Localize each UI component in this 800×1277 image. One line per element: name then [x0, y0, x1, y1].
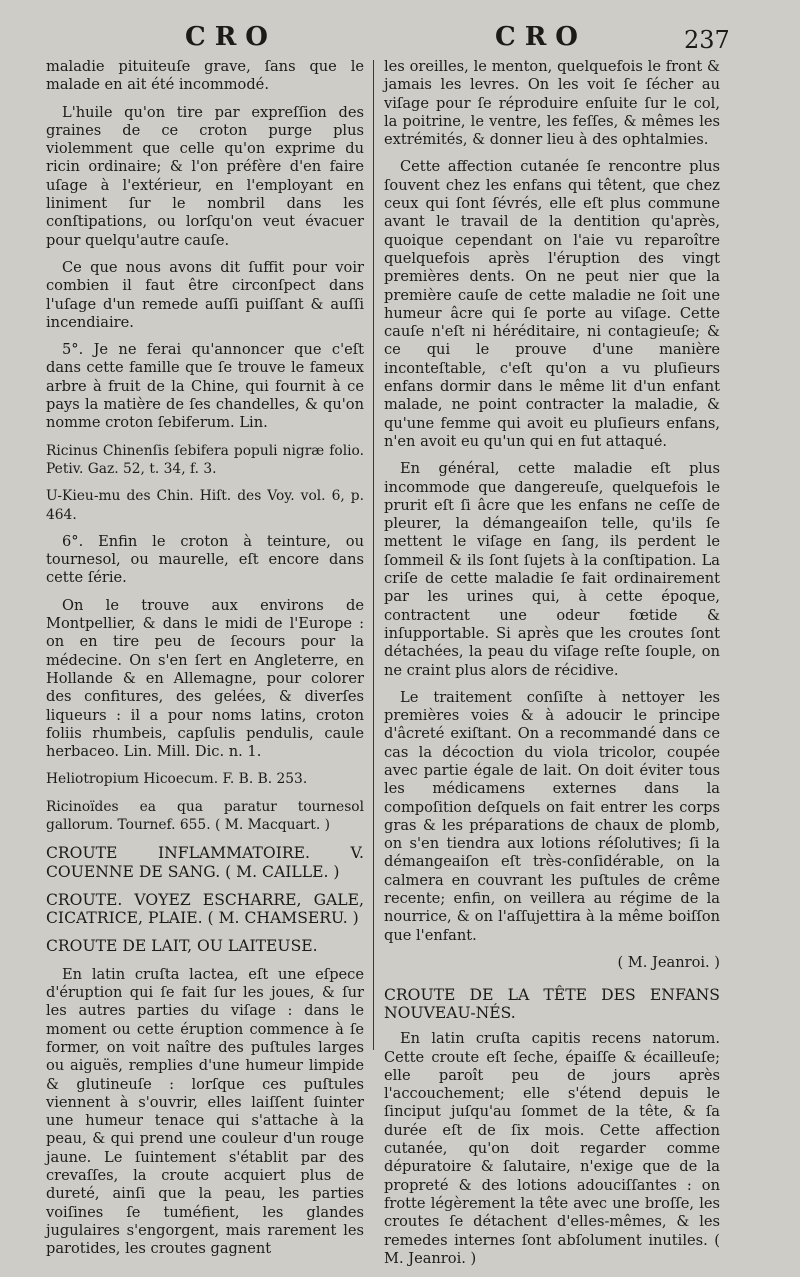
author-signature: ( M. Jeanroi. )	[617, 953, 720, 971]
right-column	[384, 58, 720, 1277]
paragraph: En général, cette maladie eſt plus incommode que dangereuſe, quelquefois le prurit eſt ſi âcre que les enfans ne ceſſe de pleurer, la démangeaiſon telle, qu'ils ſe mettent le viſage en ſang, ils perdent le ſommeil & ils ſont ſujets à la conſtipation. La criſe de cette maladie ſe fait ordinairement par les urines qui, à cette époque, contractent une odeur fœtide & inſupportable. Si après que les croutes ſont détachées, la peau du viſage reſte ſouple, on ne craint plus alors de récidive.	[384, 460, 720, 679]
page-number: 237	[684, 26, 730, 54]
entry-heading: CROUTE DE LAIT, OU LAITEUSE.	[46, 937, 318, 956]
left-column	[46, 58, 364, 1268]
column-divider	[373, 60, 374, 1050]
running-head-left: CRO	[185, 22, 277, 52]
paragraph: 5°. Je ne ferai qu'annoncer que c'eſt dans cette famille que ſe trouve le fameux arbre à fruit de la Chine, qui fournit à ce pays la matière de ſes chandelles, & qu'on nomme croton ſebiferum. Lin.	[46, 341, 364, 432]
paragraph: Le traitement conſiſte à nettoyer les premières voies & à adoucir le principe d'âcreté exiſtant. On a recommandé dans ce cas la décoction du viola tricolor, coupée avec partie égale de lait. On doit éviter tous les médicamens externes dans la compoſition deſquels on fait entrer les corps gras & les préparations de chaux de plomb, on s'en tiendra aux lotions réſolutives; ſi la démangeaiſon eſt très-conſidérable, on la calmera en couvrant les puſtules de crême recente; enfin, on veillera au régime de la nourrice, & on l'aſſujettira à la même boiſſon que l'enfant.	[384, 688, 720, 944]
entry-heading: CROUTE INFLAMMATOIRE. V. COUENNE DE SANG. ( M. CAILLE. )	[46, 844, 364, 881]
paragraph: On le trouve aux environs de Montpellier, & dans le midi de l'Europe : on en tire peu de ſecours pour la médecine. On s'en ſert en Angleterre, en Hollande & en Allemagne, pour colorer des confitures, des gelées, & diverſes liqueurs : il a pour noms latins, croton foliis rhumbeis, capſulis pendulis, caule herbaceo. Lin. Mill. Dic. n. 1.	[46, 596, 364, 761]
running-header	[0, 22, 800, 56]
paragraph: maladie pituiteuſe grave, ſans que le malade en ait été incommodé.	[46, 58, 364, 94]
entry-heading: CROUTE DE LA TÊTE DES ENFANS NOUVEAU-NÉS.	[384, 986, 720, 1023]
citation: Heliotropium Hicoecum. F. B. B. 253.	[46, 771, 308, 788]
paragraph: 6°. Enfin le croton à teinture, ou tournesol, ou maurelle, eſt encore dans cette ſérie.	[46, 532, 364, 587]
paragraph: En latin cruſta lactea, eſt une eſpece d'éruption qui ſe fait ſur les joues, & ſur les autres parties du viſage : dans le moment ou cette éruption commence à ſe former, on voit naître des puſtules larges ou aiguës, remplies d'une humeur limpide & glutineuſe : lorſque ces puſtules viennent à s'ouvrir, elles laiſſent ſuinter une humeur tenace qui s'attache à la peau, & qui prend une couleur d'un rouge jaune. Le ſuintement s'établit par des crevaſſes, la croute acquiert plus de dureté, ainſi que la peau, les parties voiſines ſe tuméfient, les glandes jugulaires s'engorgent, mais rarement les parotides, les croutes gagnent	[46, 965, 364, 1258]
citation: Ricinoïdes ea qua paratur tournesol gallorum. Tournef. 655. ( M. Macquart. )	[46, 798, 364, 833]
paragraph: Cette affection cutanée ſe rencontre plus ſouvent chez les enfans qui têtent, que chez ceux qui ſont ſévrés, elle eſt plus commune avant le travail de la dentition qu'après, quoique cependant on l'aie vu reparoître quelquefois après l'éruption des vingt premières dents. On ne peut nier que la première cauſe de cette maladie ne ſoit une humeur âcre qui ſe porte au viſage. Cette cauſe n'eſt ni héréditaire, ni contagieuſe; & ce qui le prouve d'une manière inconteſtable, c'eſt qu'on a vu pluſieurs enfans dormir dans le même lit d'un enfant malade, ne point contracter la maladie, & qu'une femme qui avoit eu pluſieurs enfans, n'en avoit eu qu'un qui en fut attaqué.	[384, 158, 720, 450]
paragraph: les oreilles, le menton, quelquefois le front & jamais les levres. On les voit ſe ſécher au viſage pour ſe réproduire enſuite ſur le col, la poitrine, le ventre, les feſſes, & mêmes les extrémités, & donner lieu à des ophtalmies.	[384, 58, 720, 149]
citation: Ricinus Chinenſis ſebifera populi nigræ folio. Petiv. Gaz. 52, t. 34, f. 3.	[46, 442, 364, 477]
paragraph: Ce que nous avons dit ſuffit pour voir combien il faut être circonſpect dans l'uſage d'un remede auſſi puiſſant & auſſi incendiaire.	[46, 258, 364, 331]
entry-heading: CROUTE. VOYEZ ESCHARRE, GALE, CICATRICE, PLAIE. ( M. CHAMSERU. )	[46, 890, 364, 928]
citation: U-Kieu-mu des Chin. Hiſt. des Voy. vol. 6, p. 464.	[46, 488, 364, 523]
paragraph: En latin cruſta capitis recens natorum. Cette croute eſt ſeche, épaiſſe & écailleuſe; elle paroît peu de jours après l'accouchement; elle s'étend depuis le ſinciput juſqu'au ſommet de la tête, & ſa durée eſt de ſix mois. Cette affection cutanée, qu'on doit regarder comme dépuratoire & ſalutaire, n'exige que de la propreté & des lotions adouciſſantes : on frotte légèrement la tête avec une broſſe, les croutes ſe détachent d'elles-mêmes, & les remedes internes ſont abſolument inutiles. ( M. Jeanroi. )	[384, 1030, 720, 1267]
running-head-right: CRO	[495, 22, 587, 52]
paragraph: L'huile qu'on tire par expreſſion des graines de ce croton purge plus violemment que celle qu'on exprime du ricin ordinaire; & l'on préfère d'en faire uſage à l'extérieur, en l'employant en liniment ſur le nombril dans les conſtipations, ou lorſqu'on veut évacuer pour quelqu'autre cauſe.	[46, 103, 364, 249]
